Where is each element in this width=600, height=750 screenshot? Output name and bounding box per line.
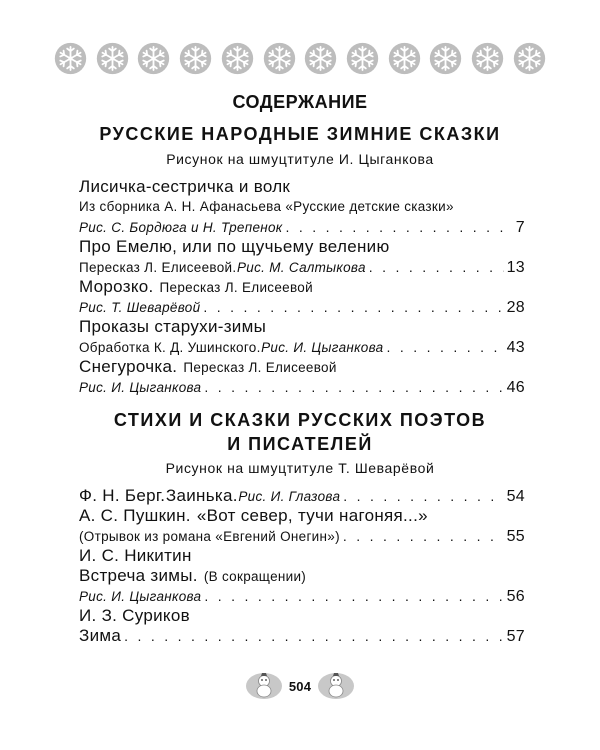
- snowflake-icon: [263, 42, 296, 75]
- entry-retelling: Пересказ Л. Елисеевой: [159, 280, 313, 295]
- entry-page-number[interactable]: 43: [506, 339, 525, 356]
- toc-entry[interactable]: [79, 317, 525, 357]
- entry-title[interactable]: Заинька.: [165, 486, 238, 505]
- entry-note: (В сокращении): [203, 569, 307, 584]
- snowflake-icon: [429, 42, 462, 75]
- dot-leader: [203, 297, 503, 317]
- entry-page-number[interactable]: 28: [506, 299, 525, 316]
- dot-leader: [369, 257, 504, 277]
- toc-entry[interactable]: [79, 357, 525, 397]
- entry-illustrators: Рис. С. Бордюга и Н. Трепенок: [79, 220, 283, 235]
- entry-author: И. С. Никитин: [79, 546, 192, 565]
- toc-entry[interactable]: [79, 546, 525, 606]
- entry-page-number[interactable]: 13: [506, 259, 525, 276]
- snowflake-icon: [471, 42, 504, 75]
- snowflake-icon: [221, 42, 254, 75]
- snowflake-icon: [179, 42, 212, 75]
- entry-page-number[interactable]: 54: [506, 488, 525, 505]
- entry-title[interactable]: Морозко.: [79, 277, 154, 296]
- entry-illustrators: Рис. И. Цыганкова: [261, 340, 384, 355]
- entry-title[interactable]: Снегурочка.: [79, 357, 178, 376]
- entry-page-number[interactable]: 56: [506, 588, 525, 605]
- entry-page-number[interactable]: 7: [515, 219, 525, 236]
- entry-retelling: Пересказ Л. Елисеевой.: [79, 260, 237, 275]
- entry-retelling: Пересказ Л. Елисеевой: [183, 360, 337, 375]
- entry-page-number[interactable]: 46: [506, 379, 525, 396]
- entry-title[interactable]: Зима: [79, 626, 122, 645]
- entry-title[interactable]: Встреча зимы.: [79, 566, 198, 585]
- section-title-poets: [0, 408, 600, 456]
- entry-illustrators: Рис. И. Глазова: [238, 489, 341, 504]
- page-number: 504: [288, 678, 312, 694]
- dot-leader: [124, 626, 503, 646]
- entry-author: Ф. Н. Берг.: [79, 486, 166, 505]
- entry-author: А. С. Пушкин.: [79, 506, 191, 525]
- snowflake-icon: [388, 42, 421, 75]
- entry-page-number[interactable]: 55: [506, 528, 525, 545]
- toc-entry[interactable]: [79, 506, 525, 546]
- toc-entry[interactable]: [79, 486, 525, 506]
- snowflake-icon: [304, 42, 337, 75]
- dot-leader: [204, 586, 503, 606]
- entry-retelling: Обработка К. Д. Ушинского.: [79, 340, 261, 355]
- entry-illustrators: Рис. И. Цыганкова: [79, 380, 202, 395]
- snowflake-ornament-row: [54, 42, 546, 75]
- snowflake-icon: [54, 42, 87, 75]
- section-illustration-credit: Рисунок на шмуцтитуле Т. Шеварёвой: [165, 460, 435, 476]
- entry-note: (Отрывок из романа «Евгений Онегин»): [79, 529, 340, 544]
- section-title-line: РУССКИЕ НАРОДНЫЕ ЗИМНИЕ СКАЗКИ: [99, 124, 501, 144]
- snowflake-icon: [137, 42, 170, 75]
- dot-leader: [343, 526, 504, 546]
- entry-author: И. З. Суриков: [79, 606, 190, 625]
- section-title-folk-tales: [0, 122, 600, 146]
- entry-illustrators: Рис. И. Цыганкова: [79, 589, 202, 604]
- page-footer: [0, 672, 600, 700]
- section-illustration-credit: Рисунок на шмуцтитуле И. Цыганкова: [166, 151, 434, 167]
- entry-illustrators: Рис. М. Салтыкова: [236, 260, 366, 275]
- snowflake-icon: [96, 42, 129, 75]
- snowflake-icon: [346, 42, 379, 75]
- entry-title[interactable]: «Вот север, тучи нагоняя...»: [196, 506, 428, 525]
- section-title-line: СТИХИ И СКАЗКИ РУССКИХ ПОЭТОВ: [113, 410, 487, 430]
- entry-page-number[interactable]: 57: [506, 628, 525, 645]
- entry-illustrators: Рис. Т. Шеварёвой: [79, 300, 201, 315]
- snowman-icon: [317, 672, 355, 700]
- entry-title[interactable]: Проказы старухи-зимы: [79, 317, 267, 336]
- entry-title[interactable]: Лисичка-сестричка и волк: [79, 177, 291, 196]
- section-title-line: И ПИСАТЕЛЕЙ: [227, 434, 373, 454]
- toc-entry[interactable]: [79, 277, 525, 317]
- entry-source: Из сборника А. Н. Афанасьева «Русские детские сказки»: [79, 199, 454, 214]
- toc-entry[interactable]: [79, 237, 525, 277]
- toc-section-poets: [79, 486, 525, 646]
- dot-leader: [285, 217, 512, 237]
- snowflake-icon: [513, 42, 546, 75]
- toc-entry[interactable]: [79, 606, 525, 646]
- entry-title[interactable]: Про Емелю, или по щучьему велению: [79, 237, 390, 256]
- dot-leader: [386, 337, 503, 357]
- toc-entry[interactable]: [79, 177, 525, 237]
- dot-leader: [343, 486, 503, 506]
- dot-leader: [204, 377, 503, 397]
- page-title: СОДЕРЖАНИЕ: [232, 92, 368, 112]
- toc-section-folk-tales: [79, 177, 525, 397]
- snowman-icon: [245, 672, 283, 700]
